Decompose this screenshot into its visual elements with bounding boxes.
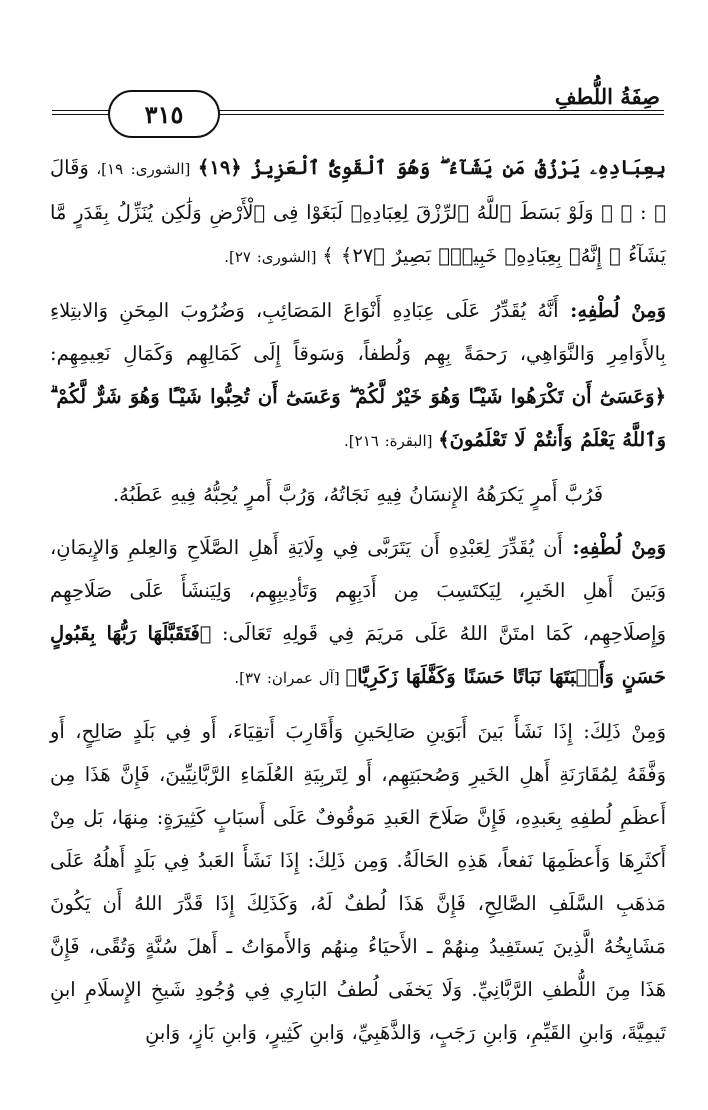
paragraph — [50, 526, 666, 700]
paragraph-text: أَنَّهُ يُقَدِّرُ عَلَى عِبَادِهِ أَنْوَاعَ المَصَائِبِ، وَضُرُوبَ المِحَنِ وَالابتِلاءِ بِالأَوَامِرِ وَالنَّوَاهِي، رَحمَةً بِهِم وَلُطفاً، وَسَوقاً إِلَى كَمَالِهِم وَكَمَالِ نَعِيمِهِم: — [50, 299, 666, 365]
verse-reference: [البقرة: ٢١٦]. — [344, 432, 439, 450]
section-lead: وَمِنْ لُطْفِهِ: — [562, 536, 666, 559]
paragraph — [50, 710, 666, 1054]
paragraph-text: وَقَالَ ﷺ : ﴿ ۞ وَلَوْ بَسَطَ ٱللَّهُ ٱلرِّزْقَ لِعِبَادِهِۦ لَبَغَوْا فِى ٱلْأَرْضِ وَلَٰكِن يُنَزِّلُ بِقَدَرٍ مَّا يَشَآءُ ۚ إِنَّهُۥ بِعِبَادِهِۦ خَبِيرٌۢ بَصِيرٌ ﴿٢٧﴾ ﴾ — [50, 156, 666, 267]
verse-reference: [الشورى: ١٩]، — [88, 160, 198, 178]
quran-verse: ﴿فَتَقَبَّلَهَا رَبُّهَا بِقَبُولٍ حَسَنٍ وَأَنۢبَتَهَا نَبَاتًا حَسَنًا وَكَفَّلَهَا زَكَرِيَّا﴾ — [50, 622, 666, 688]
page-body — [50, 146, 666, 1064]
paragraph-text: وَمِنْ ذَلِكَ: إِذَا نَشَأَ بَينَ أَبَوَينِ صَالِحَينِ وَأَقَارِبَ أَتقِيَاءَ، أَو فِي بَلَدٍ صَالِحٍ، أَو وَفَّقَهُ لِمُقَارَنَةِ أَهلِ الخَيرِ وَصُحبَتِهِم، أَو لِتَربِيَةِ العُلَمَاءِ الرَّبَّانِيِّينَ، فَإِنَّ هَذَا مِن أَعظَمِ لُطفِهِ بِعَبدِهِ، فَإِنَّ صَلَاحَ العَبدِ مَوقُوفٌ عَلَى أَسبَابٍ كَثِيرَةٍ: مِنهَا، بَل مِنْ أَكثَرِهَا وَأَعظَمِهَا نَفعاً، هَذِهِ الحَالَةُ. وَمِن ذَلِكَ: إِذَا نَشَأَ العَبدُ فِي بَلَدٍ أَهلُهُ عَلَى مَذهَبِ السَّلَفِ الصَّالِحِ، فَإِنَّ هَذَا لُطفٌ لَهُ، وَكَذَلِكَ إِذَا قَدَّرَ اللهُ أَن يَكُونَ مَشَايِخُهُ الَّذِينَ يَستَفِيدُ مِنهُمْ ـ الأَحيَاءُ مِنهُم وَالأَموَاتُ ـ أَهلَ سُنَّةٍ وَتُقًى، فَإِنَّ هَذَا مِنَ اللُّطفِ الرَّبَّانِيِّ. وَلَا يَخفَى لُطفُ البَارِي فِي وُجُودِ شَيخِ الإِسلَامِ ابنِ تَيمِيَّةَ، وَابنِ القَيِّمِ، وَابنِ رَجَبٍ، وَالذَّهَبِيِّ، وَابنِ كَثِيرٍ، وَابنِ بَازٍ، وَابنِ — [50, 720, 666, 1044]
paragraph — [50, 473, 666, 516]
paragraph-text: فَرُبَّ أَمرٍ يَكرَهُهُ الإِنسَانُ فِيهِ نَجَاتُهُ، وَرُبَّ أَمرٍ يُحِبُّهُ فِيهِ عَطَبُهُ. — [112, 483, 604, 506]
page-header — [52, 76, 664, 140]
page-number: ٣١٥ — [144, 99, 184, 129]
paragraph — [50, 289, 666, 463]
paragraph-text: أَن يُقَدِّرَ لِعَبْدِهِ أَن يَتَرَبَّى فِي وِلَايَةِ أَهلِ الصَّلَاحِ وَالعِلمِ وَالإِيمَانِ، وَبَينَ أَهلِ الخَيرِ، لِيَكتَسِبَ مِن أَدَبِهِم وَتَأدِيبِهِم، وَلِيَنشَأَ عَلَى صَلَاحِهِم وَإِصلَاحِهِم، كَمَا امتَنَّ اللهُ عَلَى مَريَمَ فِي قَولِهِ تَعَالَى: — [50, 536, 666, 645]
section-lead: وَمِنْ لُطْفِهِ: — [558, 299, 666, 322]
running-title: صِفَةُ اللُّطفِ — [554, 84, 660, 109]
verse-reference: [الشورى: ٢٧]. — [224, 248, 323, 266]
page-number-badge — [108, 90, 220, 138]
quran-verse: بِعِبَادِهِۦ يَرْزُقُ مَن يَشَآءُ ۖ وَهُوَ ٱلْقَوِىُّ ٱلْعَزِيزُ ﴿١٩﴾ — [197, 156, 667, 179]
verse-reference: [آل عمران: ٣٧]. — [234, 669, 346, 687]
quran-verse: ﴿وَعَسَىٰٓ أَن تَكْرَهُوا شَيْـًٔا وَهُوَ خَيْرٌ لَّكُمْ ۖ وَعَسَىٰٓ أَن تُحِبُّوا شَيْـًٔا وَهُوَ شَرٌّ لَّكُمْ ۗ وَٱللَّهُ يَعْلَمُ وَأَنتُمْ لَا تَعْلَمُونَ﴾ — [50, 385, 666, 451]
paragraph — [50, 146, 666, 279]
